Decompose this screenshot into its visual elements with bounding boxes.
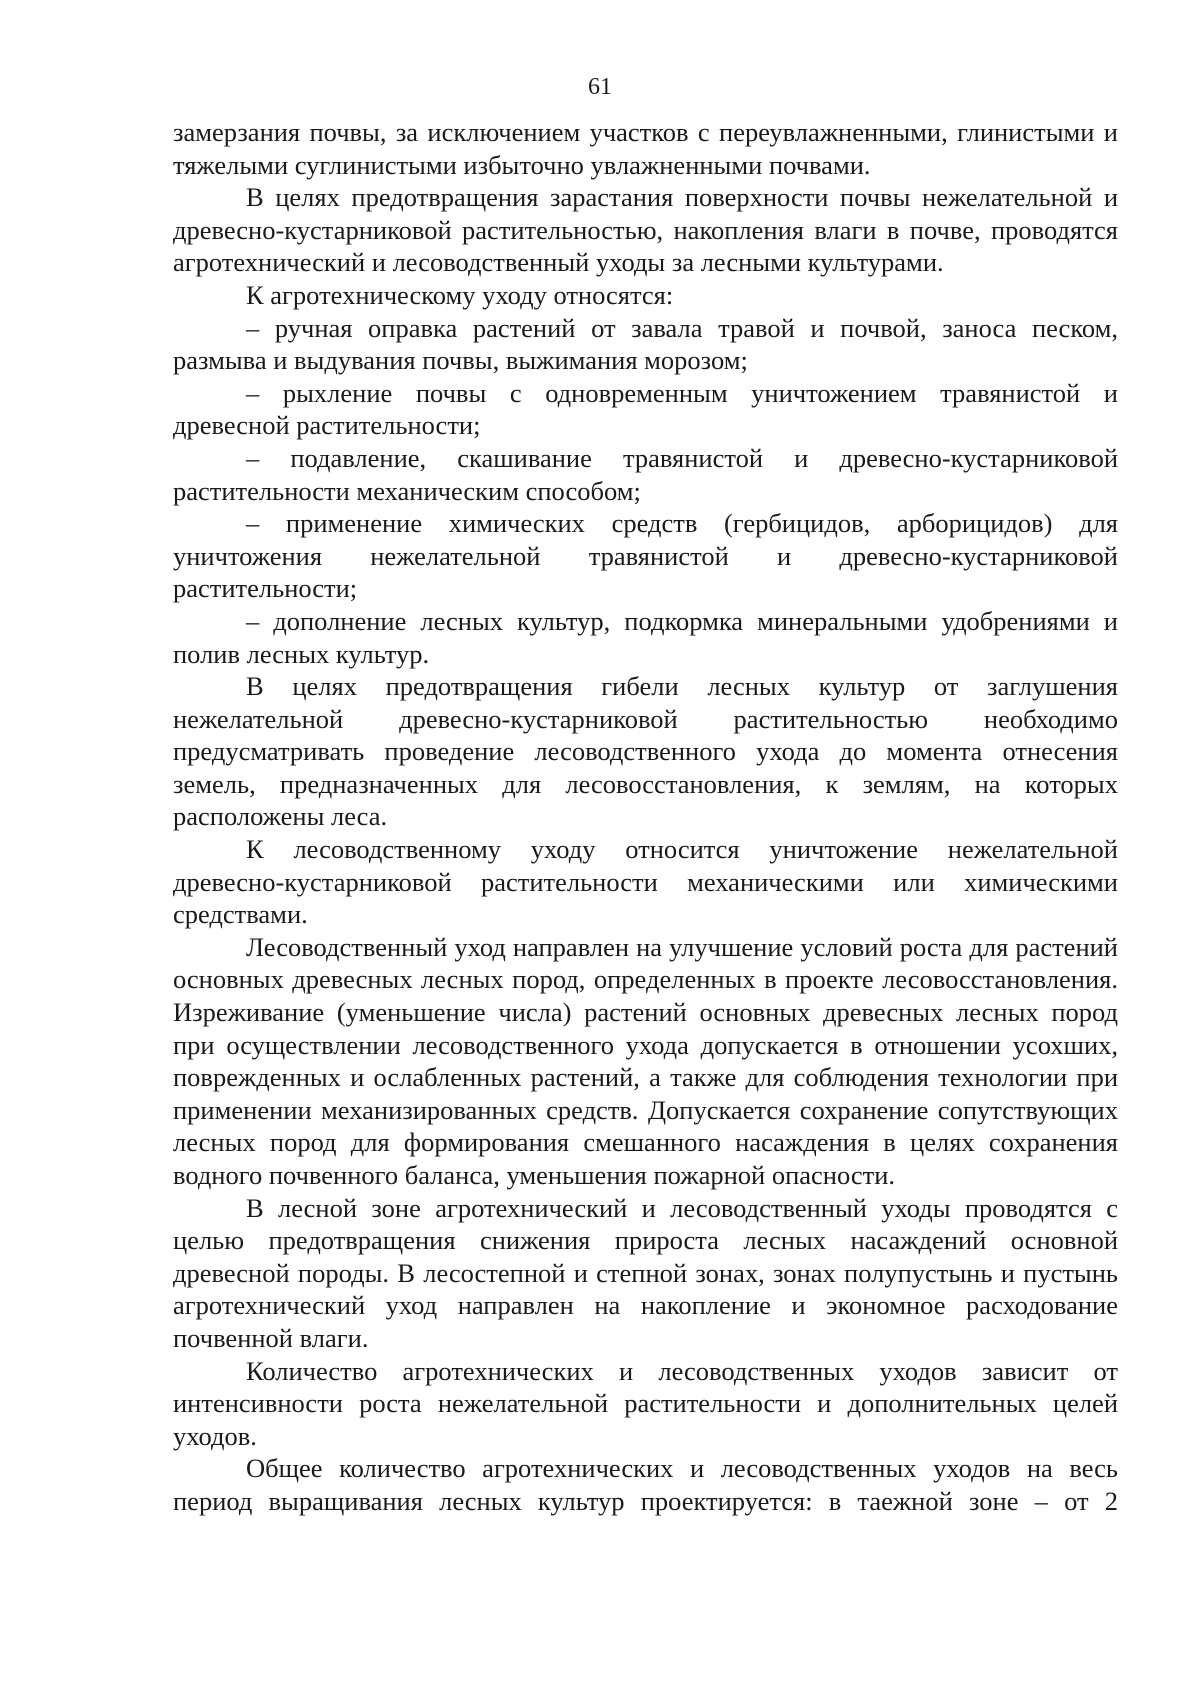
paragraph-2: В целях предотвращения зарастания поверхности почвы нежелательной и древесно-кустарниковой растительностью, накопления влаги в почве, проводятся агротехнический и лесоводственный уходы за лесными культурами. (173, 182, 1118, 278)
paragraph-1: замерзания почвы, за исключением участков с переувлажненными, глинистыми и тяжелыми суглинистыми избыточно увлажненными почвами. (173, 117, 1118, 180)
paragraph-3: К агротехническому уходу относятся: (246, 279, 674, 310)
list-item-3: – подавление, скашивание травянистой и древесно-кустарниковой растительности механическим способом; (173, 442, 1118, 506)
paragraph-4: В целях предотвращения гибели лесных культур от заглушения нежелательной древесно-кустарниковой растительностью необходимо предусматривать проведение лесоводственного ухода до момента отнесения земель, предназначенных для лесовосстановления, к землям, на которых расположены леса. (173, 671, 1118, 832)
paragraph-5: К лесоводственному уходу относится уничтожение нежелательной древесно-кустарниковой растительности механическими или химическими средствами. (173, 834, 1118, 930)
page-number: 61 (588, 74, 612, 100)
paragraph-7: В лесной зоне агротехнический и лесоводственный уходы проводятся с целью предотвращения снижения прироста лесных насаждений основной древесной породы. В лесостепной и степной зонах, зонах полупустынь и пустынь агротехнический уход направлен на накопление и экономное расходование почвенной влаги. (173, 1192, 1118, 1353)
list-item-2: – рыхление почвы с одновременным уничтожением травянистой и древесной растительности; (173, 377, 1118, 441)
list-item-1: – ручная оправка растений от завала травой и почвой, заноса песком, размыва и выдувания почвы, выжимания морозом; (173, 312, 1118, 376)
paragraph-6: Лесоводственный уход направлен на улучшение условий роста для растений основных древесных лесных пород, определенных в проекте лесовосстановления. Изреживание (уменьшение числа) растений основных древесных лесных пород при осуществлении лесоводственного ухода допускается в отношении усохших, поврежденных и ослабленных растений, а также для соблюдения технологии при применении механизированных средств. Допускается сохранение сопутствующих лесных пород для формирования смешанного насаждения в целях сохранения водного почвенного баланса, уменьшения пожарной опасности. (173, 931, 1118, 1190)
list-item-5: – дополнение лесных культур, подкормка минеральными удобрениями и полив лесных культур. (173, 605, 1118, 669)
document-body (173, 116, 1118, 1518)
paragraph-8: Количество агротехнических и лесоводственных уходов зависит от интенсивности роста нежелательной растительности и дополнительных целей уходов. (173, 1355, 1118, 1451)
paragraph-9: Общее количество агротехнических и лесоводственных уходов на весь период выращивания лесных культур проектируется: в таежной зоне – от 2 (173, 1453, 1118, 1516)
list-item-4: – применение химических средств (гербицидов, арборицидов) для уничтожения нежелательной травянистой и древесно-кустарниковой растительности; (173, 508, 1118, 604)
